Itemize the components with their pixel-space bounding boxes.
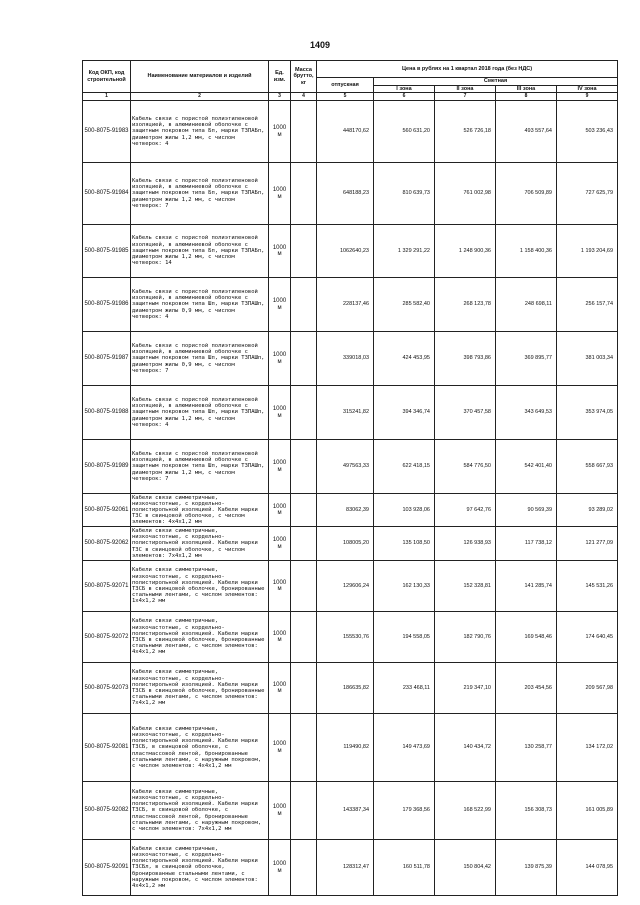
row-price-zone-2: 182 790,76	[435, 612, 496, 663]
row-name	[131, 663, 269, 714]
column-index: 4	[291, 93, 317, 101]
row-price-zone-2: 1 248 900,36	[435, 225, 496, 278]
column-index: 6	[374, 93, 435, 101]
row-price-zone-3: 203 454,56	[496, 663, 557, 714]
row-unit: 1000 м	[269, 225, 291, 278]
row-price-zone-3: 139 875,39	[496, 840, 557, 896]
row-mass	[291, 494, 317, 527]
material-description: Кабели связи симметричные, низкочастотные, с кордельно-полистирольной изоляцией. Кабели марки ТЗСБ в свинцовой оболочке, бронированные стальными лентами, с числом элементов: 1х4х1,2 мм	[132, 567, 265, 605]
row-price-zone-1: 1 329 291,22	[374, 225, 435, 278]
row-code: 500-8075-92073	[83, 663, 131, 714]
row-unit: 1000 м	[269, 494, 291, 527]
table-row	[83, 527, 618, 561]
row-mass	[291, 163, 317, 225]
row-code: 500-8075-91988	[83, 386, 131, 440]
row-code: 500-8075-91986	[83, 278, 131, 332]
row-price-otpusknaya: 1062640,23	[317, 225, 374, 278]
row-price-otpusknaya: 497563,33	[317, 440, 374, 494]
row-price-zone-3: 169 548,46	[496, 612, 557, 663]
row-price-zone-3: 369 895,77	[496, 332, 557, 386]
row-unit: 1000 м	[269, 714, 291, 782]
header-zone-3: III зона	[496, 85, 557, 93]
material-description: Кабели связи симметричные, низкочастотные, с кордельно-полистирольной изоляцией. Кабели марки ТЗСБ в свинцовой оболочке, бронированные стальными лентами, с числом элементов: 4х4х1,2 мм	[132, 618, 265, 656]
row-price-zone-2: 140 434,72	[435, 714, 496, 782]
row-code: 500-8075-92072	[83, 612, 131, 663]
row-name	[131, 163, 269, 225]
row-price-zone-1: 285 582,40	[374, 278, 435, 332]
row-mass	[291, 225, 317, 278]
row-mass	[291, 561, 317, 612]
row-unit: 1000 м	[269, 101, 291, 163]
row-code: 500-8075-91985	[83, 225, 131, 278]
header-mass: Масса брутто, кг	[291, 61, 317, 93]
row-name	[131, 527, 269, 561]
material-description: Кабели связи симметричные, низкочастотные, с кордельно-полистирольной изоляцией. Кабели марки ТЗС в свинцовой оболочке, с числом элементов: 4х4х1,2 мм	[132, 494, 258, 526]
row-name	[131, 782, 269, 840]
row-price-otpusknaya: 128312,47	[317, 840, 374, 896]
row-price-zone-2: 398 793,86	[435, 332, 496, 386]
table-body	[83, 101, 618, 896]
row-price-zone-2: 370 457,58	[435, 386, 496, 440]
table-row	[83, 101, 618, 163]
row-price-zone-1: 622 418,15	[374, 440, 435, 494]
row-price-zone-3: 1 158 400,36	[496, 225, 557, 278]
material-description: Кабель связи с пористой полиэтиленовой изоляцией, в алюминиевой оболочке с защитным покровом типа Шп, марки ТЗПАШп, диаметром жилы 1,2 мм, с числом четверок: 7	[132, 450, 265, 482]
row-price-zone-1: 560 631,20	[374, 101, 435, 163]
row-price-otpusknaya: 143387,34	[317, 782, 374, 840]
row-price-zone-1: 103 928,06	[374, 494, 435, 527]
row-price-zone-2: 152 328,81	[435, 561, 496, 612]
row-price-zone-4: 1 193 204,69	[557, 225, 618, 278]
row-name	[131, 332, 269, 386]
material-description: Кабели связи симметричные, низкочастотные, с кордельно-полистирольной изоляцией. Кабели марки ТЗСБ, в свинцовой оболочке, с пластмассовой лентой, бронированные стальными лентами, с наружным покровом, с числом элементов: 7х4х1,2 мм	[132, 788, 262, 832]
row-price-zone-2: 219 347,10	[435, 663, 496, 714]
material-description: Кабели связи симметричные, низкочастотные, с кордельно-полистирольной изоляцией. Кабели марки ТЗСБ в свинцовой оболочке, бронированные стальными лентами, с числом элементов: 7х4х1,2 мм	[132, 669, 265, 707]
row-price-zone-4: 174 640,45	[557, 612, 618, 663]
column-index: 5	[317, 93, 374, 101]
row-price-zone-4: 558 667,93	[557, 440, 618, 494]
row-price-zone-3: 493 557,64	[496, 101, 557, 163]
row-mass	[291, 840, 317, 896]
row-code: 500-8075-92081	[83, 714, 131, 782]
row-price-zone-1: 149 473,69	[374, 714, 435, 782]
row-name	[131, 386, 269, 440]
column-index-row	[83, 93, 618, 101]
row-unit: 1000 м	[269, 663, 291, 714]
material-description: Кабель связи с пористой полиэтиленовой изоляцией, в алюминиевой оболочке с защитным покровом типа Бп, марки ТЗПАБп, диаметром жилы 1,2 мм, с числом четверок: 4	[132, 115, 265, 147]
row-code: 500-8075-91984	[83, 163, 131, 225]
column-index: 3	[269, 93, 291, 101]
row-code: 500-8075-91983	[83, 101, 131, 163]
row-unit: 1000 м	[269, 527, 291, 561]
row-price-zone-4: 93 289,02	[557, 494, 618, 527]
row-code: 500-8075-91987	[83, 332, 131, 386]
row-price-otpusknaya: 155530,76	[317, 612, 374, 663]
row-price-zone-4: 144 078,95	[557, 840, 618, 896]
row-price-zone-1: 160 511,78	[374, 840, 435, 896]
row-price-zone-2: 97 642,76	[435, 494, 496, 527]
row-price-zone-3: 117 738,12	[496, 527, 557, 561]
column-index: 7	[435, 93, 496, 101]
row-price-otpusknaya: 83062,39	[317, 494, 374, 527]
row-price-zone-1: 233 468,11	[374, 663, 435, 714]
material-description: Кабель связи с пористой полиэтиленовой изоляцией, в алюминиевой оболочке с защитным покровом типа Бп, марки ТЗПАБп, диаметром жилы 1,2 мм, с числом четверок: 7	[132, 177, 265, 209]
header-zone-2: II зона	[435, 85, 496, 93]
row-price-zone-4: 161 005,89	[557, 782, 618, 840]
table-row	[83, 163, 618, 225]
table-row	[83, 225, 618, 278]
row-unit: 1000 м	[269, 163, 291, 225]
material-description: Кабель связи с пористой полиэтиленовой изоляцией, в алюминиевой оболочке с защитным покровом типа Шп, марки ТЗПАШп, диаметром жилы 0,9 мм, с числом четверок: 4	[132, 288, 265, 320]
row-name	[131, 612, 269, 663]
row-price-zone-3: 343 649,53	[496, 386, 557, 440]
row-price-zone-4: 134 172,02	[557, 714, 618, 782]
row-price-zone-3: 130 258,77	[496, 714, 557, 782]
table-row	[83, 612, 618, 663]
table-row	[83, 840, 618, 896]
row-unit: 1000 м	[269, 782, 291, 840]
row-mass	[291, 440, 317, 494]
table-row	[83, 714, 618, 782]
row-code: 500-8075-92091	[83, 840, 131, 896]
row-price-zone-4: 381 003,34	[557, 332, 618, 386]
material-description: Кабель связи с пористой полиэтиленовой изоляцией, в алюминиевой оболочке с защитным покровом типа Бп, марки ТЗПАБп, диаметром жилы 1,2 мм, с числом четверок: 14	[132, 235, 265, 267]
row-price-zone-1: 424 453,95	[374, 332, 435, 386]
row-price-zone-3: 141 285,74	[496, 561, 557, 612]
row-price-zone-4: 503 236,43	[557, 101, 618, 163]
row-code: 500-8075-91989	[83, 440, 131, 494]
row-price-zone-4: 121 277,09	[557, 527, 618, 561]
row-mass	[291, 278, 317, 332]
row-price-otpusknaya: 119490,82	[317, 714, 374, 782]
header-name: Наименование материалов и изделий	[131, 61, 269, 93]
row-name	[131, 278, 269, 332]
row-code: 500-8075-92071	[83, 561, 131, 612]
row-price-zone-1: 194 558,05	[374, 612, 435, 663]
row-unit: 1000 м	[269, 561, 291, 612]
row-price-zone-4: 353 974,05	[557, 386, 618, 440]
material-description: Кабель связи с пористой полиэтиленовой изоляцией, в алюминиевой оболочке с защитным покровом типа Шп, марки ТЗПАШп, диаметром жилы 1,2 мм, с числом четверок: 4	[132, 396, 265, 428]
row-price-zone-3: 156 308,73	[496, 782, 557, 840]
row-price-zone-3: 542 401,40	[496, 440, 557, 494]
row-price-zone-4: 727 625,79	[557, 163, 618, 225]
row-mass	[291, 332, 317, 386]
row-price-zone-2: 126 938,93	[435, 527, 496, 561]
table-header	[83, 61, 618, 101]
row-unit: 1000 м	[269, 278, 291, 332]
row-price-zone-2: 150 804,42	[435, 840, 496, 896]
row-price-zone-4: 256 157,74	[557, 278, 618, 332]
header-zone-1: I зона	[374, 85, 435, 93]
row-price-zone-2: 168 522,99	[435, 782, 496, 840]
row-code: 500-8075-92062	[83, 527, 131, 561]
row-name	[131, 714, 269, 782]
row-mass	[291, 386, 317, 440]
row-mass	[291, 663, 317, 714]
material-description: Кабели связи симметричные, низкочастотные, с кордельно-полистирольной изоляцией. Кабели марки ТЗС в свинцовой оболочке, с числом элементов: 7х4х1,2 мм	[132, 527, 258, 559]
row-price-zone-2: 526 726,18	[435, 101, 496, 163]
row-name	[131, 494, 269, 527]
row-unit: 1000 м	[269, 840, 291, 896]
row-price-otpusknaya: 186635,82	[317, 663, 374, 714]
row-mass	[291, 527, 317, 561]
table-row	[83, 332, 618, 386]
table-row	[83, 386, 618, 440]
row-unit: 1000 м	[269, 386, 291, 440]
row-price-zone-1: 179 368,56	[374, 782, 435, 840]
row-unit: 1000 м	[269, 332, 291, 386]
material-description: Кабель связи с пористой полиэтиленовой изоляцией, в алюминиевой оболочке с защитным покровом типа Шп, марки ТЗПАШп, диаметром жилы 0,9 мм, с числом четверок: 7	[132, 342, 265, 374]
row-unit: 1000 м	[269, 612, 291, 663]
row-code: 500-8075-92061	[83, 494, 131, 527]
row-mass	[291, 101, 317, 163]
column-index: 1	[83, 93, 131, 101]
table-row	[83, 561, 618, 612]
header-code: Код ОКП, код строительной	[83, 61, 131, 93]
page-number: 1409	[309, 40, 331, 50]
row-price-zone-2: 584 776,50	[435, 440, 496, 494]
material-description: Кабели связи симметричные, низкочастотные, с кордельно-полистирольной изоляцией. Кабели марки ТЗСБл, в свинцовой оболочке, бронированные стальными лентами, с наружным покровом, с числом элементов: 4х4х1,2 мм	[132, 845, 258, 889]
table-row	[83, 663, 618, 714]
row-unit: 1000 м	[269, 440, 291, 494]
row-price-zone-4: 145 531,26	[557, 561, 618, 612]
row-price-otpusknaya: 648188,23	[317, 163, 374, 225]
row-price-otpusknaya: 228137,46	[317, 278, 374, 332]
header-price-group: Цена в рублях на 1 квартал 2018 года (без НДС)	[317, 61, 618, 78]
row-name	[131, 440, 269, 494]
row-name	[131, 101, 269, 163]
row-price-zone-2: 268 123,78	[435, 278, 496, 332]
row-price-zone-3: 90 569,39	[496, 494, 557, 527]
column-index: 8	[496, 93, 557, 101]
row-name	[131, 225, 269, 278]
row-price-otpusknaya: 129606,24	[317, 561, 374, 612]
row-mass	[291, 612, 317, 663]
column-index: 2	[131, 93, 269, 101]
row-price-otpusknaya: 315241,82	[317, 386, 374, 440]
row-mass	[291, 782, 317, 840]
row-mass	[291, 714, 317, 782]
header-otpusknaya: отпускная	[317, 78, 374, 93]
row-price-zone-1: 394 346,74	[374, 386, 435, 440]
row-name	[131, 561, 269, 612]
header-unit: Ед. изм.	[269, 61, 291, 93]
header-smetnaya: Сметная	[374, 78, 618, 86]
header-zone-4: IV зона	[557, 85, 618, 93]
row-price-otpusknaya: 448170,62	[317, 101, 374, 163]
row-price-zone-3: 706 509,89	[496, 163, 557, 225]
row-code: 500-8075-92082	[83, 782, 131, 840]
row-price-zone-1: 162 130,33	[374, 561, 435, 612]
row-price-zone-2: 761 002,98	[435, 163, 496, 225]
material-description: Кабели связи симметричные, низкочастотные, с кордельно-полистирольной изоляцией. Кабели марки ТЗСБ, в свинцовой оболочке, с пластмассовой лентой, бронированные стальными лентами, с наружным покровом, с числом элементов: 4х4х1,2 мм	[132, 725, 262, 769]
table-row	[83, 440, 618, 494]
column-index: 9	[557, 93, 618, 101]
row-price-zone-3: 248 698,11	[496, 278, 557, 332]
price-table	[82, 60, 618, 896]
row-name	[131, 840, 269, 896]
row-price-otpusknaya: 108005,20	[317, 527, 374, 561]
row-price-zone-1: 810 639,73	[374, 163, 435, 225]
row-price-zone-1: 135 108,50	[374, 527, 435, 561]
row-price-otpusknaya: 339018,03	[317, 332, 374, 386]
table-row	[83, 278, 618, 332]
table-row	[83, 782, 618, 840]
row-price-zone-4: 209 567,98	[557, 663, 618, 714]
table-row	[83, 494, 618, 527]
